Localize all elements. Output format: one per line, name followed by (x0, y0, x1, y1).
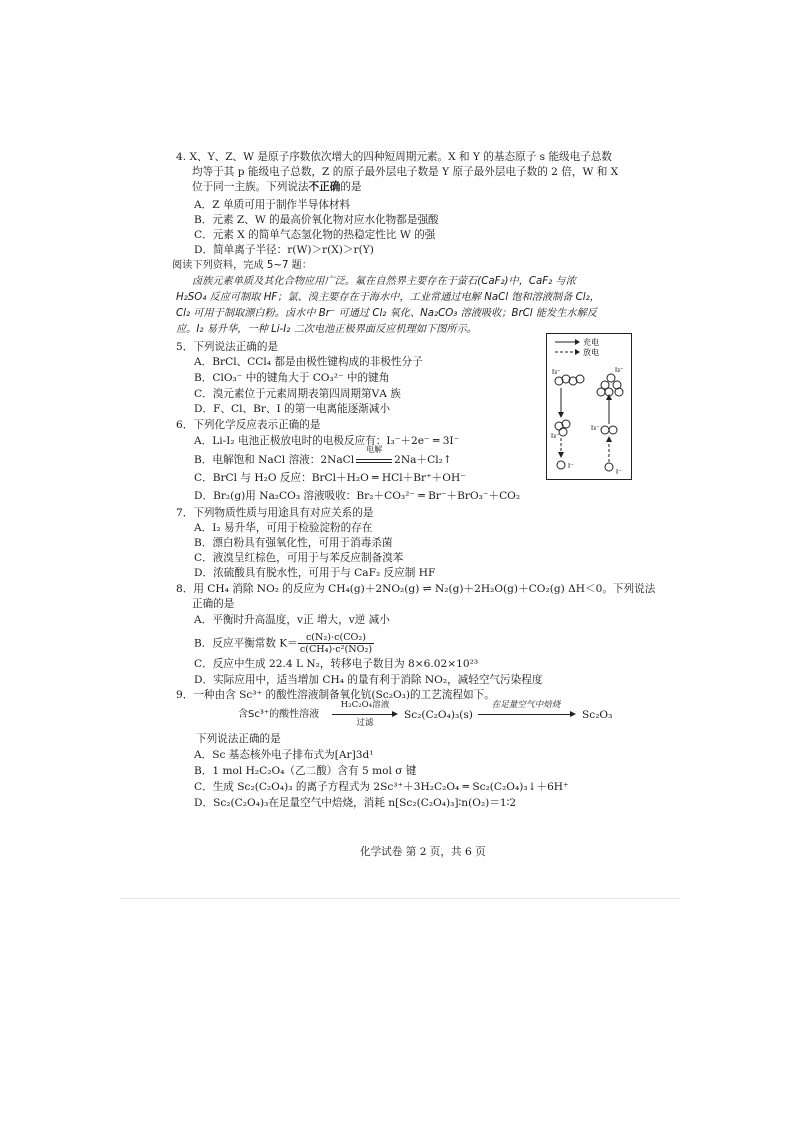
q9-option-d: D．Sc₂(C₂O₄)₃在足量空气中焙烧，消耗 n[Sc₂(C₂O₄)₃]∶n(O₂)＝1∶2 (194, 797, 517, 809)
q8-option-a: A．平衡时升高温度，v正 增大，v逆 减小 (194, 614, 390, 626)
q4-option-d: D．简单离子半径：r(W)＞r(X)＞r(Y) (194, 244, 374, 256)
q6-option-b-left: B．电解饱和 NaCl 溶液：2NaCl (194, 454, 355, 466)
flow-mid: Sc₂(C₂O₄)₃(s) (404, 709, 473, 721)
page-bottom-rule (120, 898, 680, 899)
legend-charge-arrowhead (575, 339, 580, 345)
flow-end: Sc₂O₃ (582, 709, 613, 721)
q4-stem-line-2: 均等于其 p 能级电子总数，Z 的原子最外层电子数是 Y 原子最外层电子数的 2 倍，W 和 X (192, 166, 619, 178)
q4-stem-prefix: 位于同一主族。下列说法 (192, 181, 309, 193)
i-minus-right (605, 463, 613, 471)
q5-option-d: D．F、Cl、Br、I 的第一电离能逐渐减小 (194, 403, 391, 415)
q8-option-c: C．反应中生成 22.4 L N₂，转移电子数目为 8×6.02×10²³ (194, 658, 479, 670)
q4-stem-line-1: 4. X、Y、Z、W 是原子序数依次增大的四种短周期元素。X 和 Y 的基态原子 s 能级电子总数 (176, 151, 613, 163)
label-i3-mid-left: I₃⁻ (551, 432, 560, 440)
q4-stem-line-3 (192, 180, 362, 194)
q7-option-a: A．I₂ 易升华，可用于检验淀粉的存在 (194, 522, 373, 534)
q6-option-c: C．BrCl 与 H₂O 反应：BrCl＋H₂O ═ HCl＋Br⁺＋OH⁻ (194, 472, 466, 484)
q7-option-c: C．液溴呈红棕色，可用于与苯反应制备溴苯 (194, 552, 404, 564)
q6-option-b (194, 445, 452, 467)
q4-stem-suffix: 的是 (340, 181, 362, 193)
reading-para-3: Cl₂ 可用于制取漂白粉。卤水中 Br⁻ 可通过 Cl₂ 氧化、Na₂CO₃ 溶液吸收；BrCl 能发生水解反 (176, 308, 597, 319)
legend-discharge-text: 放电 (583, 348, 599, 357)
q8-fraction-denominator: c(CH₄)·c²(NO₂) (299, 644, 373, 655)
q8-option-b (194, 632, 374, 655)
arrow-right-up-2-head (606, 436, 612, 442)
i-minus-left (557, 461, 565, 469)
q8-fraction-numerator: c(N₂)·c(CO₂) (298, 632, 374, 644)
label-i3-left: I₃⁻ (552, 368, 561, 376)
q9-stem: 9．一种由含 Sc³⁺ 的酸性溶液制备氧化钪(Sc₂O₃)的工艺流程如下。 (176, 689, 495, 701)
reading-intro: 阅读下列资料，完成 5~7 题： (172, 260, 313, 271)
reading-para-2: H₂SO₄ 反应可制取 HF；氯、溴主要存在于海水中，工业常通过电解 NaCl 饱和溶液制备 Cl₂， (176, 292, 600, 303)
flow-arrow-1-bottom: 过滤 (356, 718, 374, 728)
q8-stem-line-1: 8．用 CH₄ 消除 NO₂ 的反应为 CH₄(g)＋2NO₂(g) ⇌ N₂(g)＋2H₂O(g)＋CO₂(g) ΔH＜0。下列说法 (176, 583, 656, 595)
q6-option-a: A．Li-I₂ 电池正极放电时的电极反应有：I₃⁻＋2e⁻ ═ 3I⁻ (194, 435, 460, 447)
q4-option-a: A．Z 单质可用于制作半导体材料 (194, 199, 351, 211)
q5-option-a: A．BrCl、CCl₄ 都是由极性键构成的非极性分子 (194, 356, 423, 368)
q6-stem: 6．下列化学反应表示正确的是 (176, 419, 321, 431)
arrow-left-down-1-head (558, 412, 564, 418)
q9-sub-stem: 下列说法正确的是 (196, 733, 281, 745)
q4-option-b: B．元素 Z、W 的最高价氧化物对应水化物都是强酸 (194, 214, 439, 226)
q5-option-c: C．溴元素位于元素周期表第四周期第ⅤA 族 (194, 388, 401, 400)
q5-option-b: B．ClO₃⁻ 中的键角大于 CO₃²⁻ 中的键角 (194, 372, 390, 384)
q5-stem: 5．下列说法正确的是 (176, 341, 279, 353)
arrow-left-down-2-head (558, 452, 564, 458)
mechanism-svg (547, 334, 631, 479)
q8-option-b-label: B．反应平衡常数 K＝ (194, 637, 298, 650)
legend-discharge-arrowhead (575, 349, 580, 355)
label-i3-mid-right: I₃⁻ (591, 424, 600, 432)
q8-fraction (298, 632, 374, 655)
q4-option-c: C．元素 X 的简单气态氢化物的热稳定性比 W 的强 (194, 229, 436, 241)
legend-charge-text: 充电 (583, 338, 599, 347)
i3-cluster-left (555, 375, 584, 385)
q7-option-b: B．漂白粉具有强氧化性，可用于消毒杀菌 (194, 537, 393, 549)
li-i2-mechanism-diagram (546, 333, 632, 480)
i3-cluster-mid-right (601, 426, 617, 434)
q7-option-d: D．浓硫酸具有脱水性，可用于与 CaF₂ 反应制 HF (194, 567, 436, 579)
q6-option-d: D．Br₂(g)用 Na₂CO₃ 溶液吸收：Br₂＋CO₃²⁻ ═ Br⁻＋BrO₃⁻＋CO₂ (194, 490, 521, 502)
flow-arrow-1-top: H₂C₂O₄溶液 (340, 700, 390, 710)
flow-arrow-2 (478, 714, 574, 715)
q9-option-b: B．1 mol H₂C₂O₄（乙二酸）含有 5 mol σ 键 (194, 765, 417, 777)
q8-stem-line-2: 正确的是 (192, 598, 235, 610)
q6-option-b-right: 2Na＋Cl₂↑ (394, 454, 452, 466)
page-footer: 化学试卷 第 2 页，共 6 页 (360, 846, 486, 858)
q9-process-flow (238, 700, 638, 728)
flow-start: 含Sc³⁺的酸性溶液 (238, 709, 320, 720)
q9-option-a: A．Sc 基态核外电子排布式为[Ar]3d¹ (194, 749, 374, 761)
q7-stem: 7．下列物质性质与用途具有对应关系的是 (176, 507, 374, 519)
q8-option-d: D．实际应用中，适当增加 CH₄ 的量有利于消除 NO₂，减轻空气污染程度 (194, 674, 543, 686)
flow-arrow-2-head (570, 711, 576, 717)
label-i-right: I⁻ (616, 468, 622, 476)
label-i-left: I⁻ (568, 462, 574, 470)
q4-stem-emphasis: 不正确 (308, 181, 341, 193)
q9-option-c: C．生成 Sc₂(C₂O₄)₃ 的离子方程式为 2Sc³⁺＋3H₂C₂O₄ ═ Sc₂(C₂O₄)₃↓＋6H⁺ (194, 781, 569, 793)
reading-para-1: 卤族元素单质及其化合物应用广泛。氟在自然界主要存在于萤石(CaF₂)中，CaF₂ 与浓 (192, 276, 576, 287)
flow-arrow-2-top: 在足量空气中焙烧 (491, 700, 561, 710)
q6-electrolysis-label: 电解 (366, 445, 383, 454)
q6-electrolysis-sign (356, 445, 392, 463)
flow-arrow-1 (332, 714, 396, 715)
reading-para-4: 应。I₂ 易升华，一种 Li-I₂ 二次电池正极界面反应机理如下图所示。 (176, 324, 477, 335)
label-i3-right: I₃⁻ (615, 366, 624, 374)
i3-cluster-right (597, 374, 623, 396)
